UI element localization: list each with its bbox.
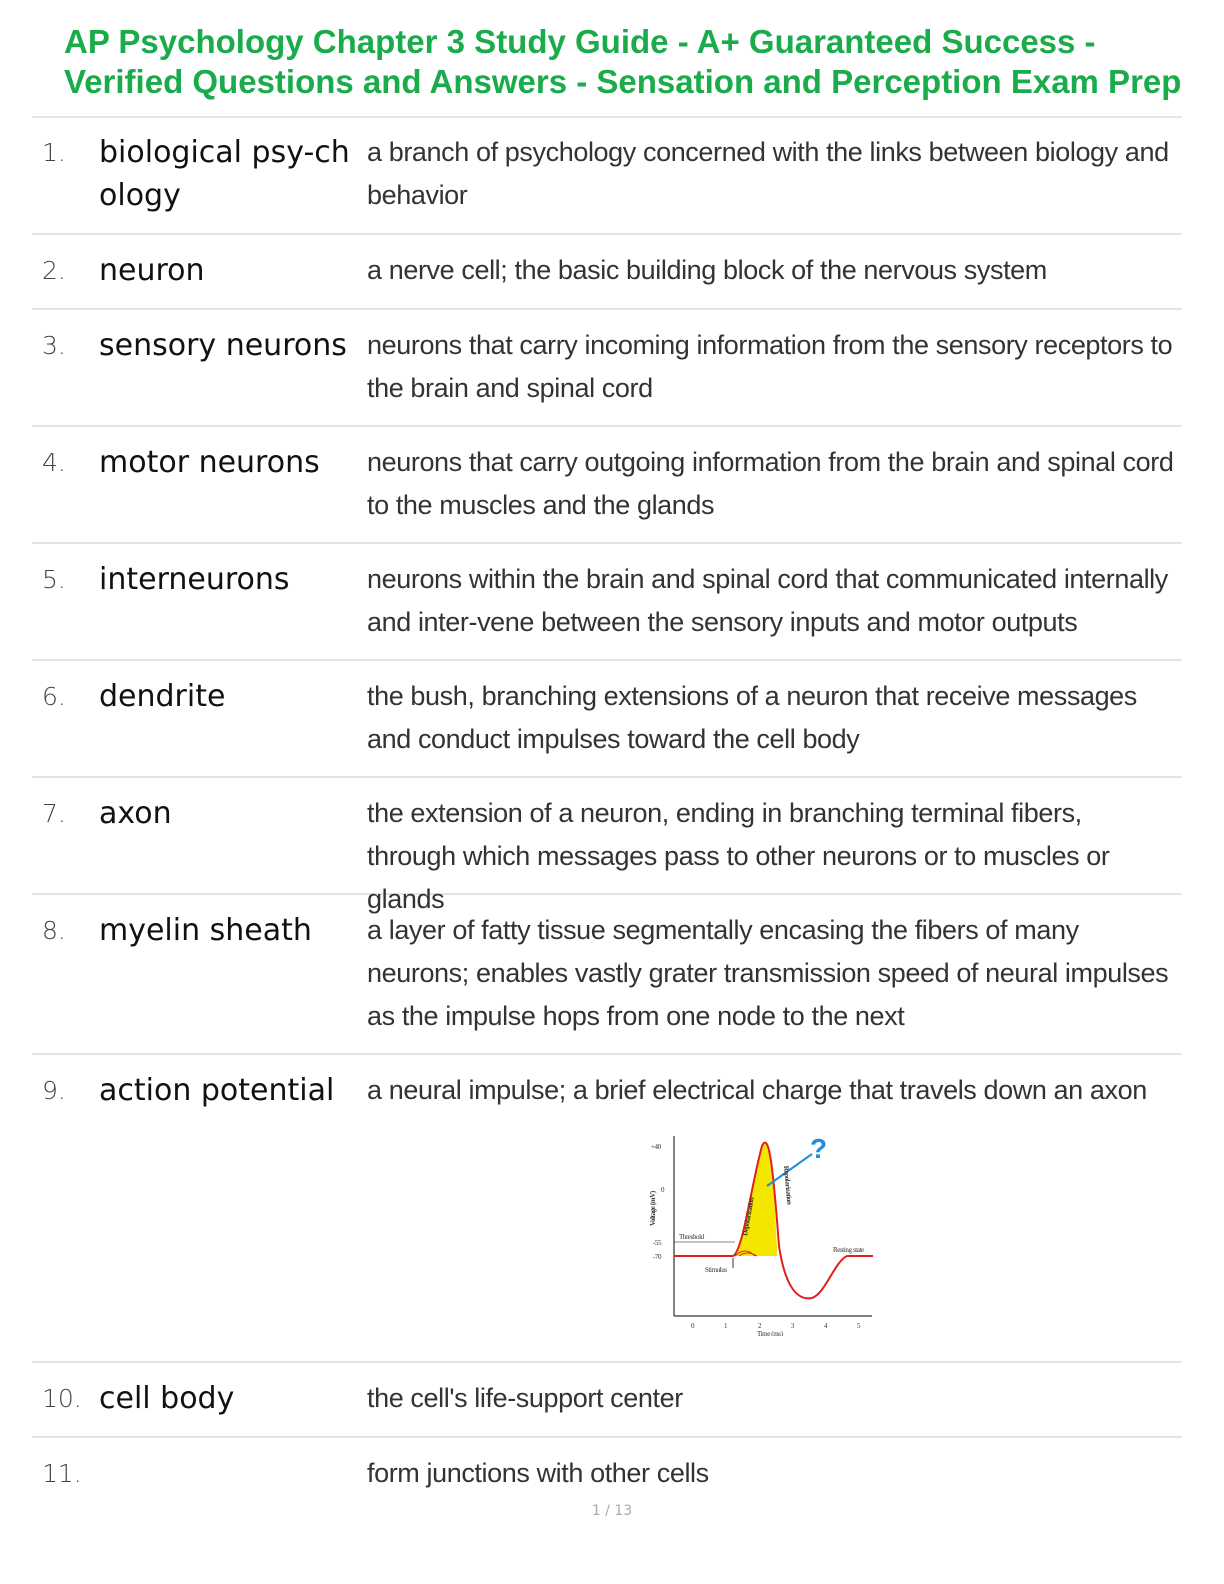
x-tick-label: 5 — [857, 1322, 861, 1330]
term-word: interneurons — [99, 562, 290, 597]
term-row — [32, 895, 1182, 1055]
term-word: action potential — [99, 1073, 335, 1108]
page-number: 1 / 13 — [591, 1503, 633, 1519]
repolarization-label: Repolarization — [782, 1165, 794, 1205]
term-number: 3. — [42, 331, 66, 360]
x-tick-label: 4 — [824, 1322, 828, 1330]
term-row — [32, 117, 1182, 235]
term-row — [32, 1363, 1182, 1438]
term-number: 1. — [42, 138, 66, 167]
term-number: 2. — [42, 256, 66, 285]
resting-state-label: Resting state — [833, 1246, 864, 1254]
term-word: dendrite — [99, 679, 226, 714]
term-word: motor neurons — [99, 445, 320, 480]
term-row — [32, 661, 1182, 778]
term-list — [32, 117, 1182, 1513]
term-number: 11. — [42, 1459, 82, 1488]
term-definition: neurons within the brain and spinal cord that communicated internally and inter-vene between the sensory inputs and motor outputs — [367, 564, 1168, 637]
y-tick-label: +40 — [651, 1143, 661, 1151]
term-row — [32, 427, 1182, 544]
x-tick-label: 1 — [724, 1322, 728, 1330]
term-row — [32, 235, 1182, 310]
depolarization-label: Depolarization — [741, 1196, 756, 1237]
term-number: 5. — [42, 565, 66, 594]
x-axis-label: Time (ms) — [757, 1330, 783, 1336]
term-definition: a layer of fatty tissue segmentally encasing the fibers of many neurons; enables vastly grater transmission speed of neural impulses as the impulse hops from one node to the next — [367, 915, 1169, 1031]
term-word — [99, 1438, 367, 1513]
term-definition: the cell's life-support center — [367, 1383, 683, 1413]
term-word: sensory neurons — [99, 328, 347, 363]
term-definition: a neural impulse; a brief electrical charge that travels down an axon — [367, 1075, 1147, 1105]
term-number: 4. — [42, 448, 66, 477]
term-number: 10. — [42, 1384, 82, 1413]
term-definition: the extension of a neuron, ending in branching terminal fibers, through which messages pass to other neurons or to muscles or glands — [367, 798, 1110, 914]
term-number: 8. — [42, 916, 66, 945]
threshold-label: Threshold — [679, 1233, 704, 1241]
term-definition: the bush, branching extensions of a neuron that receive messages and conduct impulses toward the cell body — [367, 681, 1137, 754]
term-row — [32, 1438, 1182, 1513]
term-word: cell body — [99, 1381, 235, 1416]
term-definition-cell — [367, 1055, 1182, 1361]
term-word: axon — [99, 796, 172, 831]
term-definition: neurons that carry incoming information from the sensory receptors to the brain and spinal cord — [367, 330, 1173, 403]
action-potential-figure — [647, 1126, 1174, 1349]
y-tick-label: -70 — [653, 1253, 662, 1261]
term-row — [32, 1055, 1182, 1363]
term-definition: form junctions with other cells — [367, 1458, 709, 1488]
y-tick-label: 0 — [661, 1186, 665, 1194]
action-potential-graph — [647, 1126, 887, 1336]
term-definition: neurons that carry outgoing information from the brain and spinal cord to the muscles and the glands — [367, 447, 1174, 520]
term-word: biological psy-chology — [99, 135, 350, 213]
question-mark: ? — [810, 1133, 827, 1164]
x-tick-label: 0 — [691, 1322, 695, 1330]
term-number: 7. — [42, 799, 66, 828]
term-word: myelin sheath — [99, 913, 312, 948]
term-row — [32, 310, 1182, 427]
y-axis-label: Voltage (mV) — [649, 1191, 657, 1226]
term-row — [32, 544, 1182, 661]
y-tick-label: -55 — [653, 1239, 662, 1247]
document-title: AP Psychology Chapter 3 Study Guide - A+ Guaranteed Success - Verified Questions and Answers - Sensation and Perception Exam Prep — [64, 23, 1182, 100]
term-definition: a branch of psychology concerned with the links between biology and behavior — [367, 137, 1169, 210]
x-tick-label: 2 — [758, 1322, 762, 1330]
term-row — [32, 778, 1182, 914]
x-tick-label: 3 — [791, 1322, 795, 1330]
term-number: 9. — [42, 1076, 66, 1105]
term-definition: a nerve cell; the basic building block of the nervous system — [367, 255, 1047, 285]
term-number: 6. — [42, 682, 66, 711]
term-word: neuron — [99, 253, 205, 288]
stimulus-label: Stimulus — [705, 1266, 727, 1274]
